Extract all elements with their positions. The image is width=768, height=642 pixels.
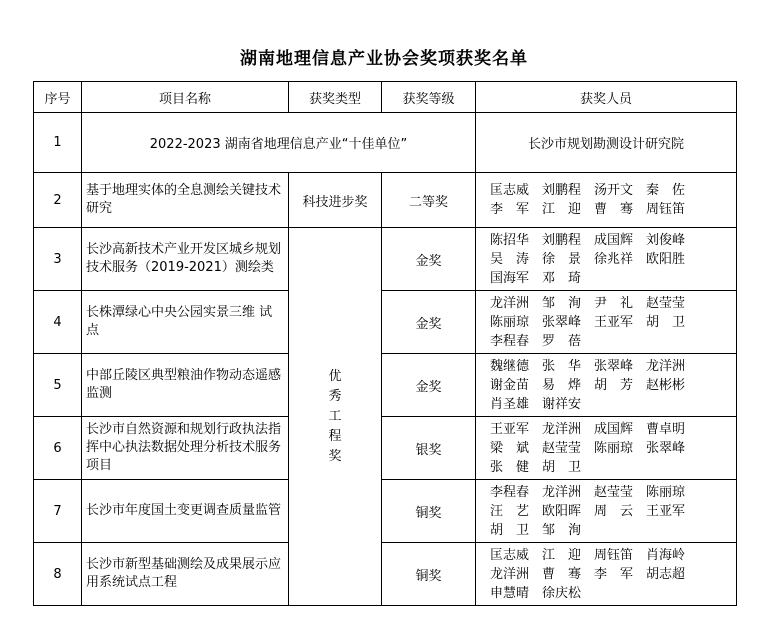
winners [476, 173, 737, 228]
winners-line: 张 健 胡 卫 [490, 459, 582, 475]
row-seq: 6 [34, 417, 82, 480]
project-name: 长沙高新技术产业开发区城乡规划技术服务（2019-2021）测绘类 [82, 228, 289, 291]
winners-line: 肖圣雄 谢祥安 [490, 396, 582, 412]
award-level: 金奖 [382, 354, 476, 417]
winners-line: 匡志威 江 迎 周钰笛 肖海岭 [490, 547, 686, 563]
table-row [34, 113, 737, 173]
excellent-award-type-text: 优秀工程奖 [328, 368, 342, 464]
winners-line: 汪 艺 欧阳晖 周 云 王亚军 [490, 503, 686, 519]
row-seq: 5 [34, 354, 82, 417]
project-name: 长沙市自然资源和规划行政执法指挥中心执法数据处理分析技术服务项目 [82, 417, 289, 480]
winners-line: 申慧晴 徐庆松 [490, 585, 582, 601]
winners [476, 354, 737, 417]
winners [476, 291, 737, 354]
winners-line: 梁 斌 赵莹莹 陈丽琼 张翠峰 [490, 440, 686, 456]
winners-line: 国海军 邓 琦 [490, 270, 582, 286]
header-seq: 序号 [34, 82, 82, 113]
award-level: 二等奖 [382, 173, 476, 228]
row-seq: 7 [34, 480, 82, 543]
table-row [34, 417, 737, 480]
table-row [34, 543, 737, 606]
winners-line: 李 军 江 迎 曹 骞 周钰笛 [490, 202, 686, 217]
header-award-type: 获奖类型 [289, 82, 382, 113]
project-name: 长株潭绿心中央公园实景三维 试点 [82, 291, 289, 354]
project-name: 基于地理实体的全息测绘关键技术研究 [82, 173, 289, 228]
excellent-award-type [289, 228, 382, 606]
table-row [34, 480, 737, 543]
header-project-name: 项目名称 [82, 82, 289, 113]
row-seq: 3 [34, 228, 82, 291]
table-header-row [34, 82, 737, 113]
award-level: 铜奖 [382, 543, 476, 606]
winners-line: 胡 卫 邹 洵 [490, 522, 582, 538]
winners-line: 吴 涛 徐 景 徐兆祥 欧阳胜 [490, 251, 686, 267]
award-level: 金奖 [382, 228, 476, 291]
header-award-level: 获奖等级 [382, 82, 476, 113]
winners-line: 李程春 龙洋洲 赵莹莹 陈丽琼 [490, 484, 686, 500]
table-row [34, 228, 737, 291]
winners [476, 417, 737, 480]
winners [476, 228, 737, 291]
header-winners: 获奖人员 [476, 82, 737, 113]
row-seq: 2 [34, 173, 82, 228]
winners-line: 谢金苗 易 烨 胡 芳 赵彬彬 [490, 377, 686, 393]
winners-line: 陈丽琼 张翠峰 王亚军 胡 卫 [490, 314, 686, 330]
row-seq: 1 [34, 113, 82, 173]
special-award-winner: 长沙市规划勘测设计研究院 [476, 113, 737, 173]
winners-line: 龙洋洲 邹 洵 尹 礼 赵莹莹 [490, 295, 686, 311]
award-level: 铜奖 [382, 480, 476, 543]
row-seq: 4 [34, 291, 82, 354]
winners [476, 480, 737, 543]
award-table [33, 81, 737, 606]
winners [476, 543, 737, 606]
winners-line: 魏继德 张 华 张翠峰 龙洋洲 [490, 358, 686, 374]
special-award-item: 2022-2023 湖南省地理信息产业“十佳单位” [82, 113, 476, 173]
page-title: 湖南地理信息产业协会奖项获奖名单 [240, 49, 528, 69]
project-name: 长沙市新型基础测绘及成果展示应用系统试点工程 [82, 543, 289, 606]
table-row [34, 291, 737, 354]
table-row [34, 354, 737, 417]
award-level: 金奖 [382, 291, 476, 354]
winners-line: 王亚军 龙洋洲 成国辉 曹卓明 [490, 421, 686, 437]
project-name: 长沙市年度国土变更调查质量监管 [82, 480, 289, 543]
winners-line: 龙洋洲 曹 骞 李 军 胡志超 [490, 566, 686, 582]
project-name: 中部丘陵区典型粮油作物动态遥感监测 [82, 354, 289, 417]
winners-line: 匡志威 刘鹏程 汤开文 秦 佐 [490, 183, 686, 198]
award-level: 银奖 [382, 417, 476, 480]
table-row [34, 173, 737, 228]
award-type: 科技进步奖 [289, 173, 382, 228]
row-seq: 8 [34, 543, 82, 606]
winners-line: 李程春 罗 蓓 [490, 333, 582, 349]
winners-line: 陈招华 刘鹏程 成国辉 刘俊峰 [490, 232, 686, 248]
